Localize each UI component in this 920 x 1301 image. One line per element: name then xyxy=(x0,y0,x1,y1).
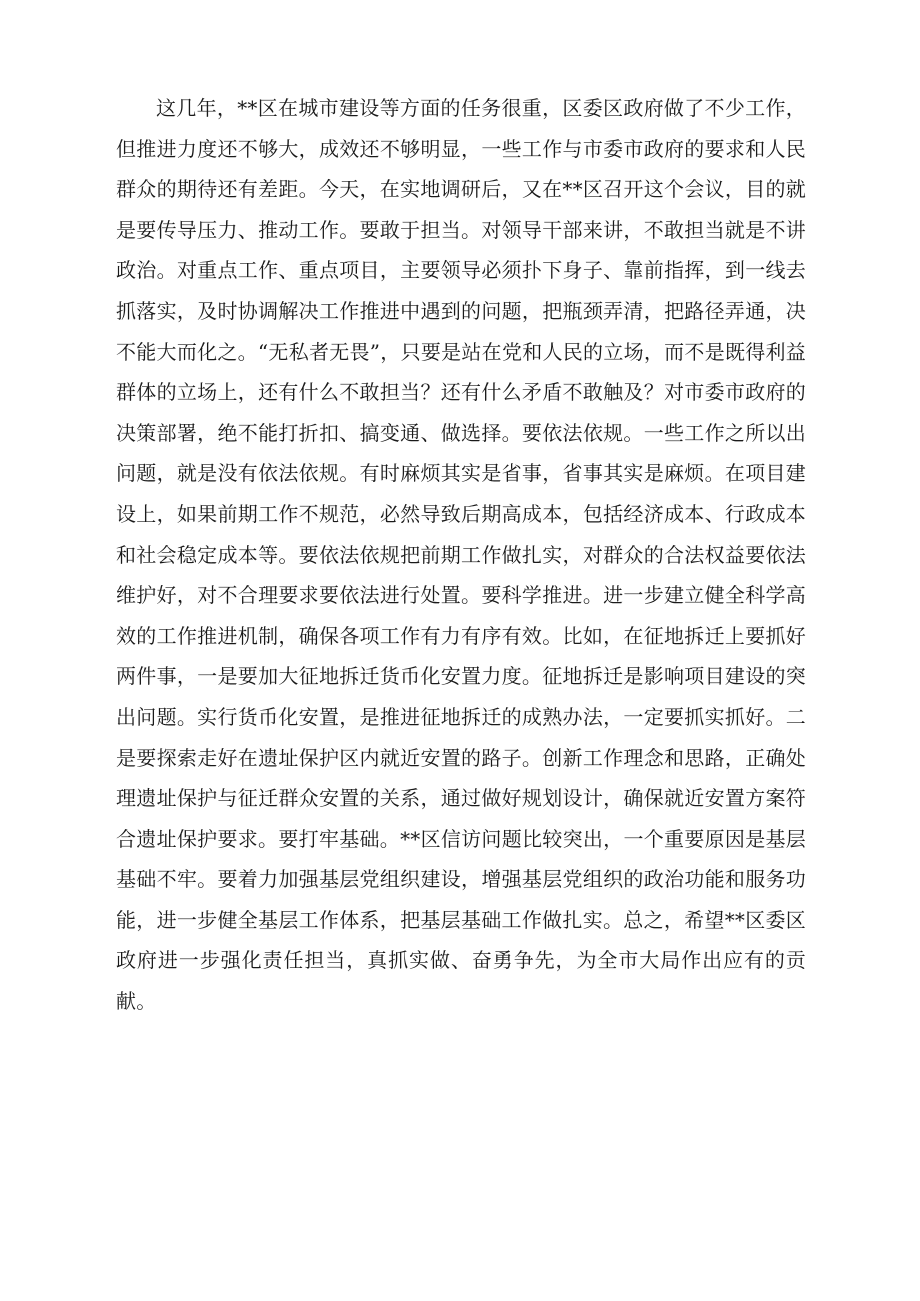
body-paragraph: 这几年，**区在城市建设等方面的任务很重，区委区政府做了不少工作，但推进力度还不够大，成效还不够明显，一些工作与市委市政府的要求和人民群众的期待还有差距。今天，在实地调研后，又在**区召开这个会议，目的就是要传导压力、推动工作。要敢于担当。对领导干部来讲，不敢担当就是不讲政治。对重点工作、重点项目，主要领导必须扑下身子、靠前指挥，到一线去抓落实，及时协调解决工作推进中遇到的问题，把瓶颈弄清，把路径弄通，决不能大而化之。“无私者无畏”，只要是站在党和人民的立场，而不是既得利益群体的立场上，还有什么不敢担当？还有什么矛盾不敢触及？对市委市政府的决策部署，绝不能打折扣、搞变通、做选择。要依法依规。一些工作之所以出问题，就是没有依法依规。有时麻烦其实是省事，省事其实是麻烦。在项目建设上，如果前期工作不规范，必然导致后期高成本，包括经济成本、行政成本和社会稳定成本等。要依法依规把前期工作做扎实，对群众的合法权益要依法维护好，对不合理要求要依法进行处置。要科学推进。进一步建立健全科学高效的工作推进机制，确保各项工作有力有序有效。比如，在征地拆迁上要抓好两件事，一是要加大征地拆迁货币化安置力度。征地拆迁是影响项目建设的突出问题。实行货币化安置，是推进征地拆迁的成熟办法，一定要抓实抓好。二是要探索走好在遗址保护区内就近安置的路子。创新工作理念和思路，正确处理遗址保护与征迁群众安置的关系，通过做好规划设计，确保就近安置方案符合遗址保护要求。要打牢基础。**区信访问题比较突出，一个重要原因是基层基础不牢。要着力加强基层党组织建设，增强基层党组织的政治功能和服务功能，进一步健全基层工作体系，把基层基础工作做扎实。总之，希望**区委区政府进一步强化责任担当，真抓实做、奋勇争先，为全市大局作出应有的贡献。 xyxy=(116,96,806,1014)
